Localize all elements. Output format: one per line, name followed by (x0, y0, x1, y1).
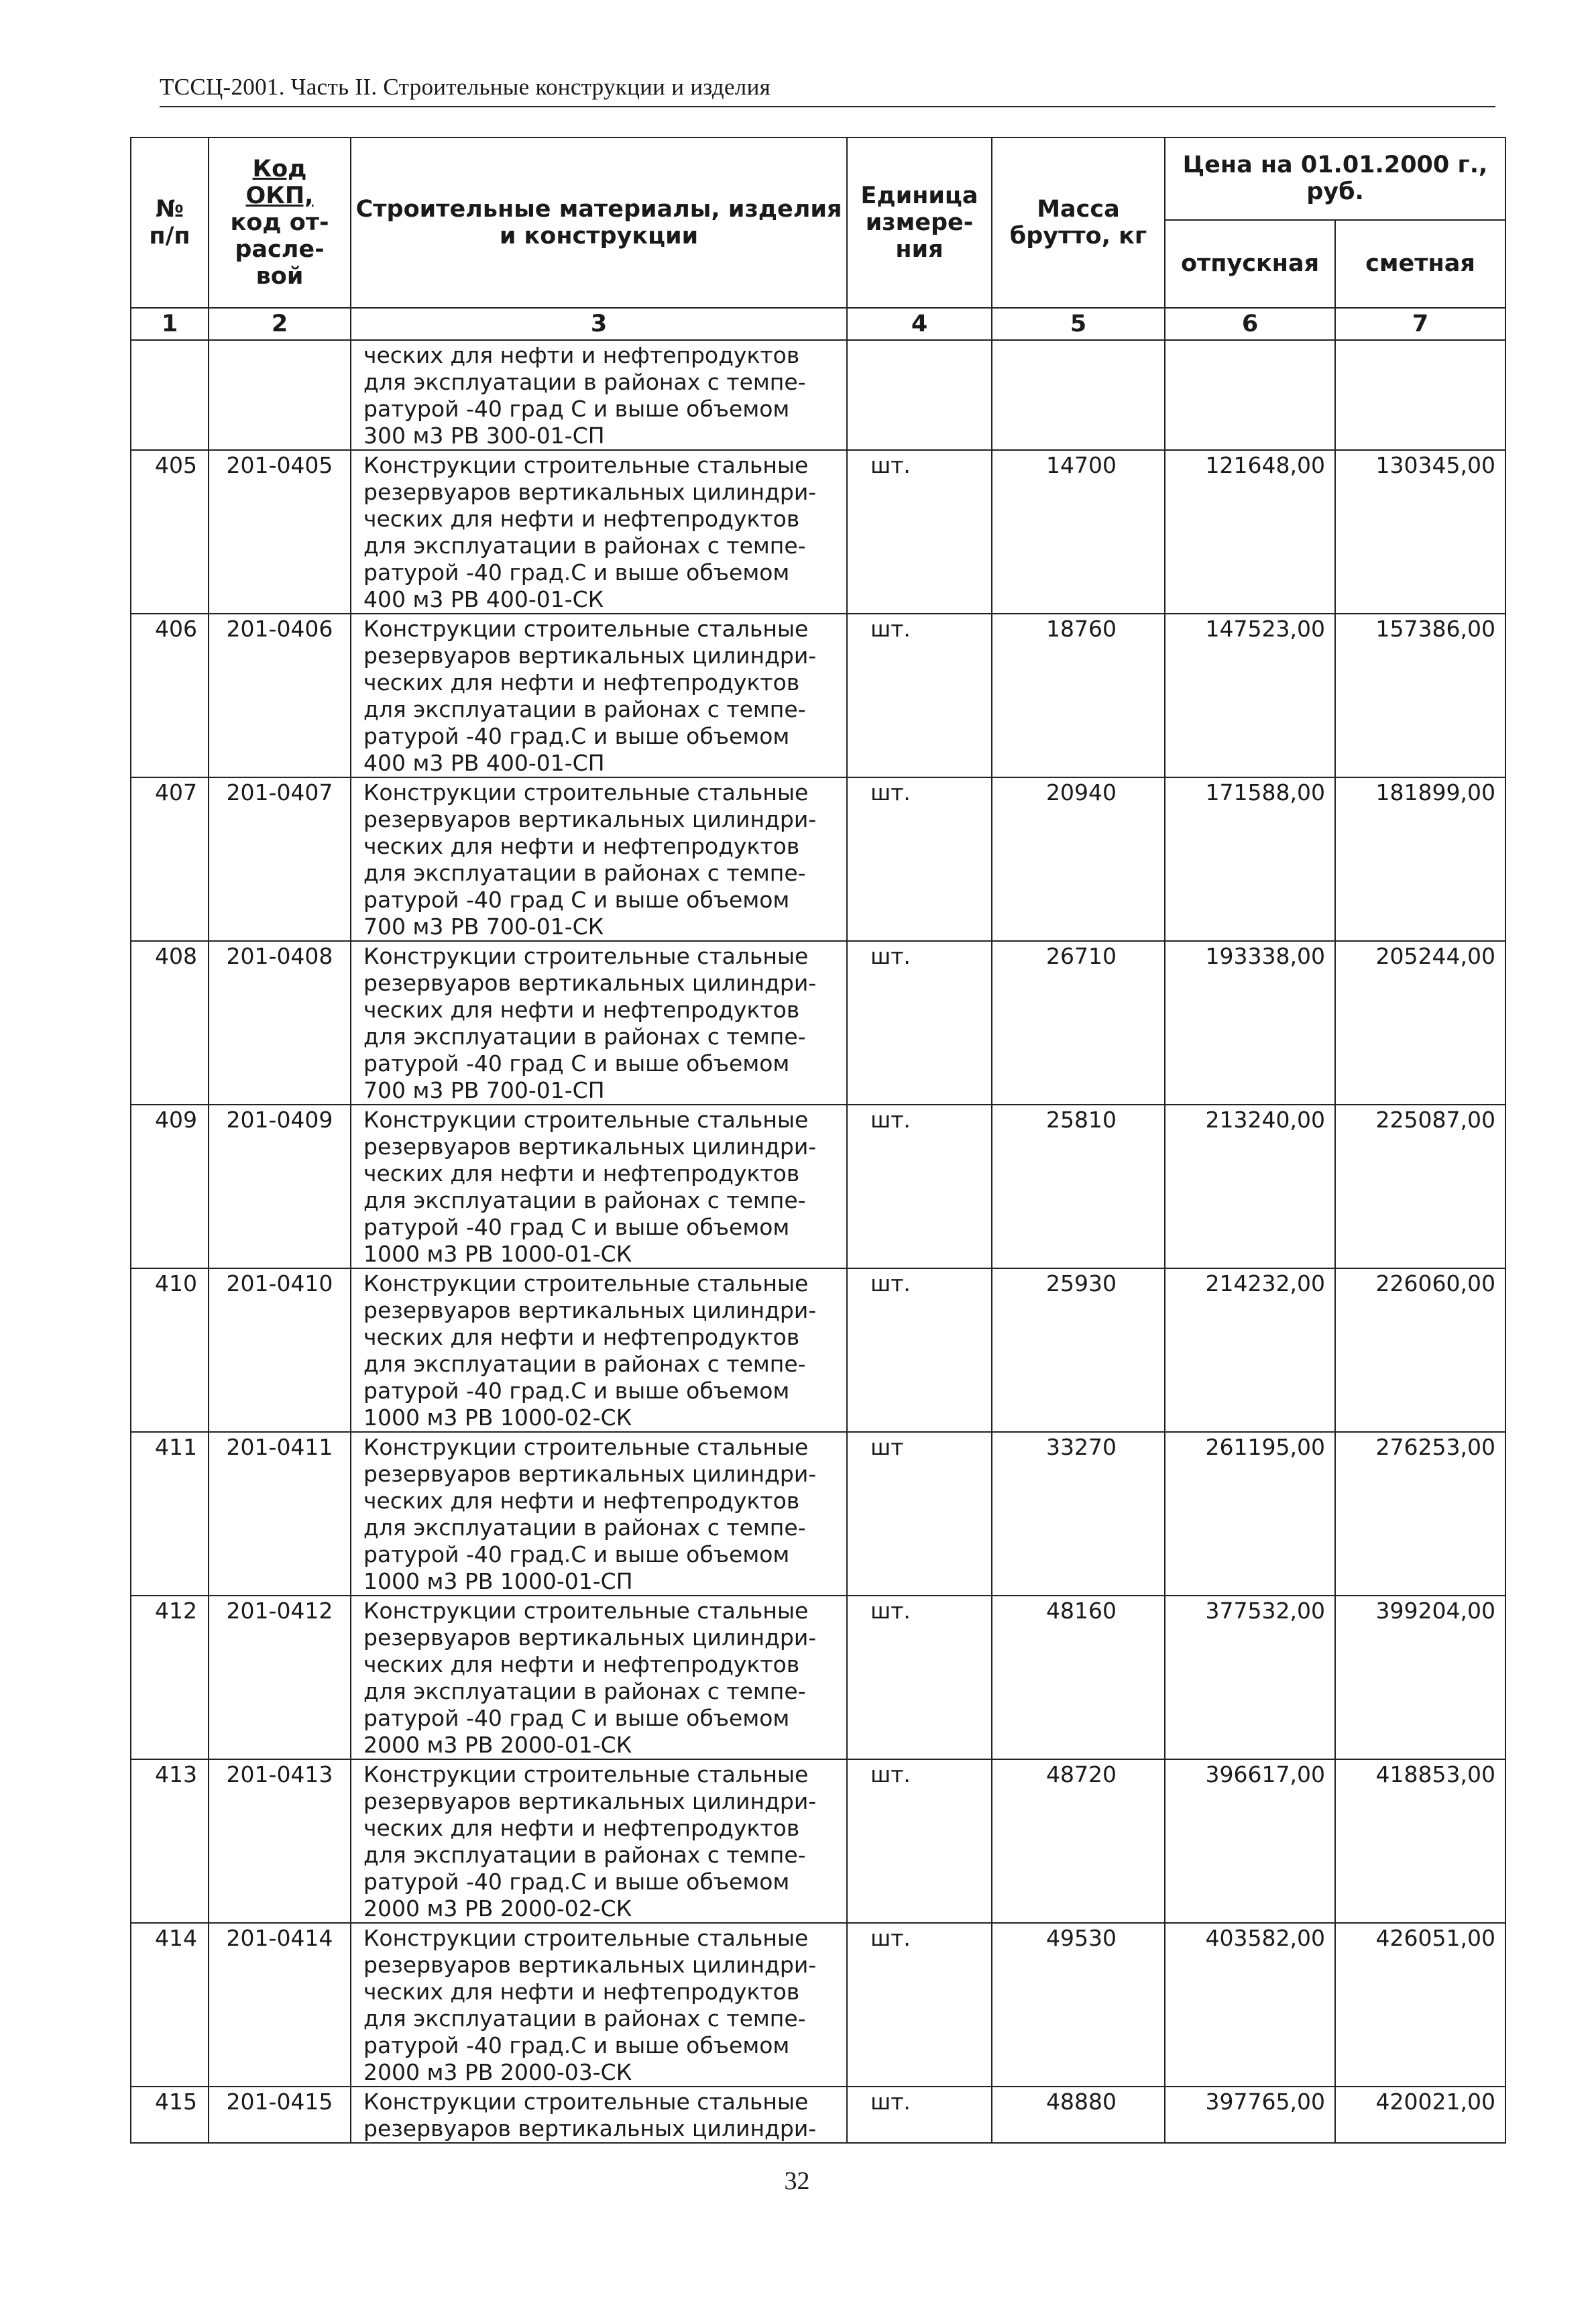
description-line: Конструкции строительные стальные (363, 452, 809, 478)
cell-estimate-price: 418853,00 (1335, 1759, 1505, 1923)
cell-no: 413 (131, 1759, 209, 1923)
table-row (131, 450, 1505, 614)
cell-release-price: 403582,00 (1165, 1923, 1335, 2087)
description-line: для эксплуатации в районах с темпе- (363, 1187, 806, 1213)
description-line: 1000 м3 РВ 1000-01-СК (363, 1241, 632, 1267)
header-name (351, 137, 847, 308)
cell-no: 414 (131, 1923, 209, 2087)
cell-description (351, 1596, 847, 1759)
header-no-line: п/п (149, 223, 190, 250)
description-line: ратурой -40 град С и выше объемом (363, 887, 790, 913)
header-code (209, 137, 351, 308)
description-line: для эксплуатации в районах с темпе- (363, 369, 806, 395)
header-mass-line: Масса (1037, 196, 1120, 223)
description-line: для эксплуатации в районах с темпе- (363, 2005, 806, 2032)
header-price-line: Цена на 01.01.2000 г., (1182, 152, 1488, 179)
cell-description (351, 1923, 847, 2087)
cell-unit: шт. (847, 1105, 992, 1268)
column-number: 7 (1335, 308, 1505, 340)
cell-mass: 49530 (992, 1923, 1165, 2087)
header-price (1165, 137, 1505, 220)
header-no (131, 137, 209, 308)
description-line: ческих для нефти и нефтепродуктов (363, 1815, 800, 1841)
cell-mass: 20940 (992, 777, 1165, 941)
description-line: для эксплуатации в районах с темпе- (363, 533, 806, 559)
description-line: ческих для нефти и нефтепродуктов (363, 1979, 800, 2005)
cell-release-price: 193338,00 (1165, 941, 1335, 1105)
cell-unit: шт. (847, 1268, 992, 1432)
cell-estimate-price: 225087,00 (1335, 1105, 1505, 1268)
header-no-line: № (155, 196, 184, 223)
column-number: 1 (131, 308, 209, 340)
description-line: ратурой -40 град С и выше объемом (363, 1214, 790, 1240)
cell-no: 407 (131, 777, 209, 941)
cell-estimate-price: 130345,00 (1335, 450, 1505, 614)
description-line: резервуаров вертикальных цилиндри- (363, 1297, 817, 1323)
description-line: резервуаров вертикальных цилиндри- (363, 1461, 817, 1487)
cell-code: 201-0408 (209, 941, 351, 1105)
table-row (131, 1759, 1505, 1923)
description-line: 700 м3 РВ 700-01-СК (363, 914, 604, 940)
cell-code: 201-0414 (209, 1923, 351, 2087)
cell-no: 409 (131, 1105, 209, 1268)
header-mass (992, 137, 1165, 308)
column-number: 2 (209, 308, 351, 340)
cell-description (351, 1759, 847, 1923)
cell-code: 201-0406 (209, 614, 351, 777)
header-unit (847, 137, 992, 308)
cell-release-price: 171588,00 (1165, 777, 1335, 941)
column-number: 6 (1165, 308, 1335, 340)
description-line: 2000 м3 РВ 2000-03-СК (363, 2059, 632, 2085)
description-line: Конструкции строительные стальные (363, 1761, 809, 1787)
cell-release-price: 121648,00 (1165, 450, 1335, 614)
cell-release-price: 397765,00 (1165, 2087, 1335, 2143)
description-line: ческих для нефти и нефтепродуктов (363, 1651, 800, 1677)
column-number: 5 (992, 308, 1165, 340)
cell-no: 410 (131, 1268, 209, 1432)
description-line: ратурой -40 град.С и выше объемом (363, 1869, 790, 1895)
column-number-row (131, 308, 1505, 340)
description-line: для эксплуатации в районах с темпе- (363, 1678, 806, 1704)
header-code-line: Код (252, 156, 307, 182)
description-line: ратурой -40 град С и выше объемом (363, 1705, 790, 1731)
cell-unit: шт. (847, 1759, 992, 1923)
description-line: для эксплуатации в районах с темпе- (363, 860, 806, 886)
cell-release-price: 147523,00 (1165, 614, 1335, 777)
cell-mass: 48160 (992, 1596, 1165, 1759)
cell-description (351, 2087, 847, 2143)
description-line: резервуаров вертикальных цилиндри- (363, 2115, 817, 2142)
description-line: 1000 м3 РВ 1000-02-СК (363, 1404, 632, 1431)
cell-release-price: 261195,00 (1165, 1432, 1335, 1596)
description-line: Конструкции строительные стальные (363, 943, 809, 969)
cell-no: 405 (131, 450, 209, 614)
cell-estimate-price: 426051,00 (1335, 1923, 1505, 2087)
cell-estimate-price: 226060,00 (1335, 1268, 1505, 1432)
header-name-line: Строительные материалы, изделия (355, 196, 842, 223)
description-line: Конструкции строительные стальные (363, 779, 809, 806)
description-line: ческих для нефти и нефтепродуктов (363, 1488, 800, 1514)
cell-unit: шт. (847, 1596, 992, 1759)
description-line: для эксплуатации в районах с темпе- (363, 696, 806, 722)
header-estimate-price: сметная (1335, 220, 1505, 308)
header-unit-line: Единица (860, 182, 978, 209)
description-line: Конструкции строительные стальные (363, 1598, 809, 1624)
description-line: 700 м3 РВ 700-01-СП (363, 1077, 605, 1103)
cell-estimate-price: 157386,00 (1335, 614, 1505, 777)
column-number: 3 (351, 308, 847, 340)
description-line: резервуаров вертикальных цилиндри- (363, 806, 817, 832)
cell-mass: 25810 (992, 1105, 1165, 1268)
description-line: 2000 м3 РВ 2000-02-СК (363, 1895, 632, 1922)
cell-mass (992, 340, 1165, 450)
description-line: ческих для нефти и нефтепродуктов (363, 1324, 800, 1350)
cell-no: 406 (131, 614, 209, 777)
cell-description (351, 1105, 847, 1268)
cell-unit: шт. (847, 1923, 992, 2087)
running-title: ТССЦ-2001. Часть II. Строительные конструкции и изделия (160, 74, 771, 100)
cell-no (131, 340, 209, 450)
cell-mass: 25930 (992, 1268, 1165, 1432)
description-line: для эксплуатации в районах с темпе- (363, 1023, 806, 1050)
cell-description (351, 941, 847, 1105)
description-line: Конструкции строительные стальные (363, 2089, 809, 2115)
cell-unit: шт. (847, 2087, 992, 2143)
description-line: 400 м3 РВ 400-01-СК (363, 586, 604, 612)
cell-estimate-price (1335, 340, 1505, 450)
description-line: резервуаров вертикальных цилиндри- (363, 970, 817, 996)
column-number: 4 (847, 308, 992, 340)
description-line: резервуаров вертикальных цилиндри- (363, 643, 817, 669)
cell-no: 412 (131, 1596, 209, 1759)
description-line: резервуаров вертикальных цилиндри- (363, 1952, 817, 1978)
cell-code: 201-0413 (209, 1759, 351, 1923)
table-row (131, 1268, 1505, 1432)
header-code-line: расле- (235, 236, 325, 263)
description-line: резервуаров вертикальных цилиндри- (363, 1624, 817, 1651)
description-line: ческих для нефти и нефтепродуктов (363, 997, 800, 1023)
cell-release-price: 396617,00 (1165, 1759, 1335, 1923)
header-unit-line: измере- (865, 209, 974, 236)
cell-estimate-price: 205244,00 (1335, 941, 1505, 1105)
price-table (130, 137, 1506, 2144)
cell-description (351, 340, 847, 450)
description-line: ческих для нефти и нефтепродуктов (363, 1160, 800, 1186)
description-line: ратурой -40 град.С и выше объемом (363, 1378, 790, 1404)
cell-estimate-price: 181899,00 (1335, 777, 1505, 941)
description-line: ческих для нефти и нефтепродуктов (363, 833, 800, 859)
cell-mass: 14700 (992, 450, 1165, 614)
cell-unit: шт. (847, 614, 992, 777)
header-code-line: вой (255, 263, 304, 290)
description-line: резервуаров вертикальных цилиндри- (363, 1788, 817, 1814)
cell-mass: 48720 (992, 1759, 1165, 1923)
title-rule (160, 106, 1495, 107)
cell-description (351, 1432, 847, 1596)
cell-unit (847, 340, 992, 450)
description-line: для эксплуатации в районах с темпе- (363, 1351, 806, 1377)
cell-description (351, 1268, 847, 1432)
cell-release-price: 377532,00 (1165, 1596, 1335, 1759)
description-line: ратурой -40 град С и выше объемом (363, 396, 790, 422)
table-row (131, 2087, 1505, 2143)
description-line: резервуаров вертикальных цилиндри- (363, 1133, 817, 1160)
cell-mass: 33270 (992, 1432, 1165, 1596)
cell-code: 201-0411 (209, 1432, 351, 1596)
cell-unit: шт. (847, 450, 992, 614)
cell-estimate-price: 276253,00 (1335, 1432, 1505, 1596)
continuation-row (131, 340, 1505, 450)
description-line: Конструкции строительные стальные (363, 1434, 809, 1460)
description-line: для эксплуатации в районах с темпе- (363, 1842, 806, 1868)
description-line: ратурой -40 град.С и выше объемом (363, 559, 790, 586)
cell-unit: шт. (847, 941, 992, 1105)
cell-estimate-price: 399204,00 (1335, 1596, 1505, 1759)
header-release-price: отпускная (1165, 220, 1335, 308)
cell-release-price: 213240,00 (1165, 1105, 1335, 1268)
cell-description (351, 614, 847, 777)
table-row (131, 941, 1505, 1105)
cell-code (209, 340, 351, 450)
description-line: ческих для нефти и нефтепродуктов (363, 506, 800, 532)
description-line: 1000 м3 РВ 1000-01-СП (363, 1568, 633, 1594)
description-line: Конструкции строительные стальные (363, 1270, 809, 1296)
header-price-line: руб. (1306, 178, 1364, 206)
cell-code: 201-0405 (209, 450, 351, 614)
cell-description (351, 450, 847, 614)
cell-code: 201-0415 (209, 2087, 351, 2143)
cell-code: 201-0412 (209, 1596, 351, 1759)
cell-no: 411 (131, 1432, 209, 1596)
cell-code: 201-0410 (209, 1268, 351, 1432)
table-row (131, 1432, 1505, 1596)
description-line: ратурой -40 град.С и выше объемом (363, 2032, 790, 2058)
description-line: Конструкции строительные стальные (363, 1107, 809, 1133)
header-code-line: ОКП, (245, 182, 314, 209)
table-header-row (131, 137, 1505, 220)
description-line: ратурой -40 град.С и выше объемом (363, 723, 790, 749)
table-row (131, 1596, 1505, 1759)
description-line: ратурой -40 град С и выше объемом (363, 1050, 790, 1076)
cell-release-price (1165, 340, 1335, 450)
description-line: ратурой -40 град.С и выше объемом (363, 1541, 790, 1567)
header-unit-line: ния (895, 236, 944, 263)
table-row (131, 1923, 1505, 2087)
header-name-line: и конструкции (499, 223, 699, 250)
page-number: 32 (784, 2167, 810, 2195)
header-mass-line: брутто, кг (1009, 223, 1147, 250)
description-line: для эксплуатации в районах с темпе- (363, 1514, 806, 1541)
table-row (131, 777, 1505, 941)
cell-no: 415 (131, 2087, 209, 2143)
table-row (131, 614, 1505, 777)
description-line: резервуаров вертикальных цилиндри- (363, 479, 817, 505)
cell-no: 408 (131, 941, 209, 1105)
description-line: Конструкции строительные стальные (363, 616, 809, 642)
cell-description (351, 777, 847, 941)
cell-unit: шт (847, 1432, 992, 1596)
header-code-line: код от- (230, 209, 329, 236)
cell-mass: 18760 (992, 614, 1165, 777)
cell-unit: шт. (847, 777, 992, 941)
description-line: ческих для нефти и нефтепродуктов (363, 342, 800, 368)
cell-mass: 26710 (992, 941, 1165, 1105)
cell-release-price: 214232,00 (1165, 1268, 1335, 1432)
description-line: 2000 м3 РВ 2000-01-СК (363, 1732, 632, 1758)
description-line: ческих для нефти и нефтепродуктов (363, 669, 800, 696)
cell-mass: 48880 (992, 2087, 1165, 2143)
description-line: 300 м3 РВ 300-01-СП (363, 423, 605, 449)
cell-code: 201-0409 (209, 1105, 351, 1268)
description-line: Конструкции строительные стальные (363, 1925, 809, 1951)
description-line: 400 м3 РВ 400-01-СП (363, 750, 605, 776)
table-row (131, 1105, 1505, 1268)
cell-estimate-price: 420021,00 (1335, 2087, 1505, 2143)
cell-code: 201-0407 (209, 777, 351, 941)
